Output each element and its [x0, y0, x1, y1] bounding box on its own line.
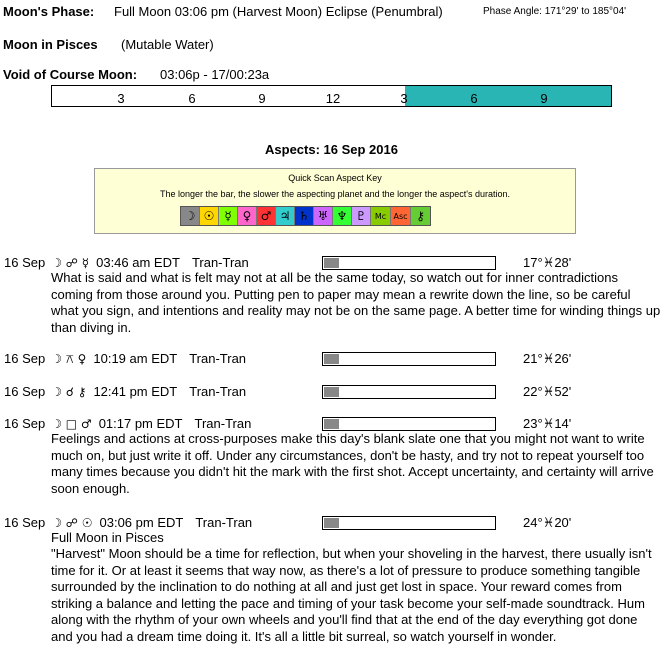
aspect-position: 21°♓26' [523, 351, 572, 366]
voc-tick: 3 [117, 91, 125, 106]
aspect-glyphs: ☽ ☌ ⚷ [51, 385, 87, 399]
aspect-type: Tran-Tran [194, 416, 252, 431]
aspect-date: 16 Sep [4, 255, 46, 270]
planet-key-cell: ♆ [333, 207, 352, 225]
voc-tick: 6 [188, 91, 196, 106]
moon-sign-value: (Mutable Water) [121, 37, 214, 52]
planet-key-cell: ♇ [352, 207, 371, 225]
aspect-glyphs: ☽ ☍ ☉ [51, 516, 93, 530]
planet-key-cell: ☉ [200, 207, 219, 225]
phase-label: Moon's Phase: [3, 4, 95, 19]
planet-key-cell: Mc [371, 207, 391, 225]
aspect-time: 10:19 am EDT [93, 351, 178, 366]
aspect-date: 16 Sep [4, 384, 46, 399]
aspect-row [4, 351, 246, 367]
aspect-glyphs: ☽ ☍ ☿ [51, 256, 90, 270]
aspect-duration-fill [324, 387, 339, 397]
voc-tick: 6 [470, 91, 478, 106]
aspect-date: 16 Sep [4, 416, 46, 431]
aspect-type: Tran-Tran [195, 515, 253, 530]
planet-key-cell: ♀ [238, 207, 257, 225]
phase-value: Full Moon 03:06 pm (Harvest Moon) Eclipse (Penumbral) [114, 4, 443, 19]
aspect-row [4, 255, 249, 270]
voc-tick: 3 [400, 91, 408, 106]
aspect-duration-bar [322, 516, 496, 530]
aspect-description: What is said and what is felt may not at all be the same today, so watch out for inner contradictions coming from those around you. Putting pen to paper may mean a rewrite down the line, so be careful what you sign, and intentions and reality may not be on the same page. A better time for winding things up than diving in. [51, 270, 661, 335]
aspect-glyphs: ☽ ⚻ ♀ [51, 352, 87, 366]
aspect-time: 12:41 pm EDT [93, 384, 178, 399]
aspect-duration-fill [324, 518, 339, 528]
planet-key-cell: ☿ [219, 207, 238, 225]
aspect-description: Feelings and actions at cross-purposes make this day's blank slate one that you might not want to write much on, but just write it off. Under any circumstances, don't be hasty, and try not to repeat yourself too many times because you didn't hit the mark with the first shot. Accept uncertainty, and certainty will arrive soon enough. [51, 431, 654, 496]
aspect-duration-fill [324, 354, 339, 364]
aspect-row [4, 384, 246, 399]
aspect-row [4, 416, 251, 431]
void-of-course-fill [405, 86, 611, 106]
aspect-time: 03:46 am EDT [96, 255, 180, 270]
aspect-duration-bar [322, 417, 496, 431]
aspect-date: 16 Sep [4, 515, 46, 530]
void-of-course-bar [51, 85, 612, 107]
planet-key-cell: ⚷ [411, 207, 430, 225]
aspect-row [4, 515, 252, 530]
aspect-title: Full Moon in Pisces [51, 530, 164, 545]
moon-sign-label: Moon in Pisces [3, 37, 98, 52]
aspect-duration-bar [322, 385, 496, 399]
voc-tick: 12 [325, 91, 341, 106]
aspect-key-description: The longer the bar, the slower the aspecting planet and the longer the aspect's duration. [160, 189, 510, 199]
aspect-duration-bar [322, 256, 496, 270]
planet-key-cell: ♂ [257, 207, 276, 225]
planet-key-cell: ♅ [314, 207, 333, 225]
aspect-type: Tran-Tran [191, 255, 249, 270]
voc-tick: 9 [540, 91, 548, 106]
aspect-position: 24°♓20' [523, 515, 572, 530]
aspect-type: Tran-Tran [189, 351, 247, 366]
planet-key-row [180, 206, 431, 226]
aspect-time: 03:06 pm EDT [99, 515, 184, 530]
aspect-duration-fill [324, 258, 339, 268]
aspect-type: Tran-Tran [189, 384, 247, 399]
aspect-key-box [94, 168, 576, 234]
phase-angle: Phase Angle: 171°29' to 185°04' [483, 6, 627, 17]
aspect-glyphs: ☽ □ ♂ [51, 417, 92, 431]
planet-key-cell: ☽ [181, 207, 200, 225]
planet-key-cell: Asc [391, 207, 411, 225]
aspect-description: "Harvest" Moon should be a time for reflection, but when your shoveling in the harvest, there usually isn't time for it. Or at least it seems that way now, as there's a lot of pressure to produce something tangible surrounded by the inclination to do nothing at all and just get lost in space. Your reward comes from striking a balance and letting the pace and timing of your task become your self-made soundtrack. Hum along with the rhythm of your own wheels and you'll find that at the end of the day everything got done and you had a dream time doing it. It's all a little bit surreal, so watch yourself in wonder. [51, 546, 652, 644]
voc-label: Void of Course Moon: [3, 67, 138, 82]
aspect-duration-bar [322, 352, 496, 366]
voc-tick: 9 [258, 91, 266, 106]
aspect-key-title: Quick Scan Aspect Key [288, 173, 382, 183]
aspect-date: 16 Sep [4, 351, 46, 366]
aspects-title: Aspects: 16 Sep 2016 [265, 142, 398, 157]
voc-value: 03:06p - 17/00:23a [160, 67, 270, 82]
aspect-time: 01:17 pm EDT [98, 416, 183, 431]
aspect-position: 22°♓52' [523, 384, 572, 399]
aspect-duration-fill [324, 419, 339, 429]
aspect-position: 23°♓14' [523, 416, 572, 431]
planet-key-cell: ♃ [276, 207, 295, 225]
aspect-position: 17°♓28' [523, 255, 572, 270]
planet-key-cell: ♄ [295, 207, 314, 225]
